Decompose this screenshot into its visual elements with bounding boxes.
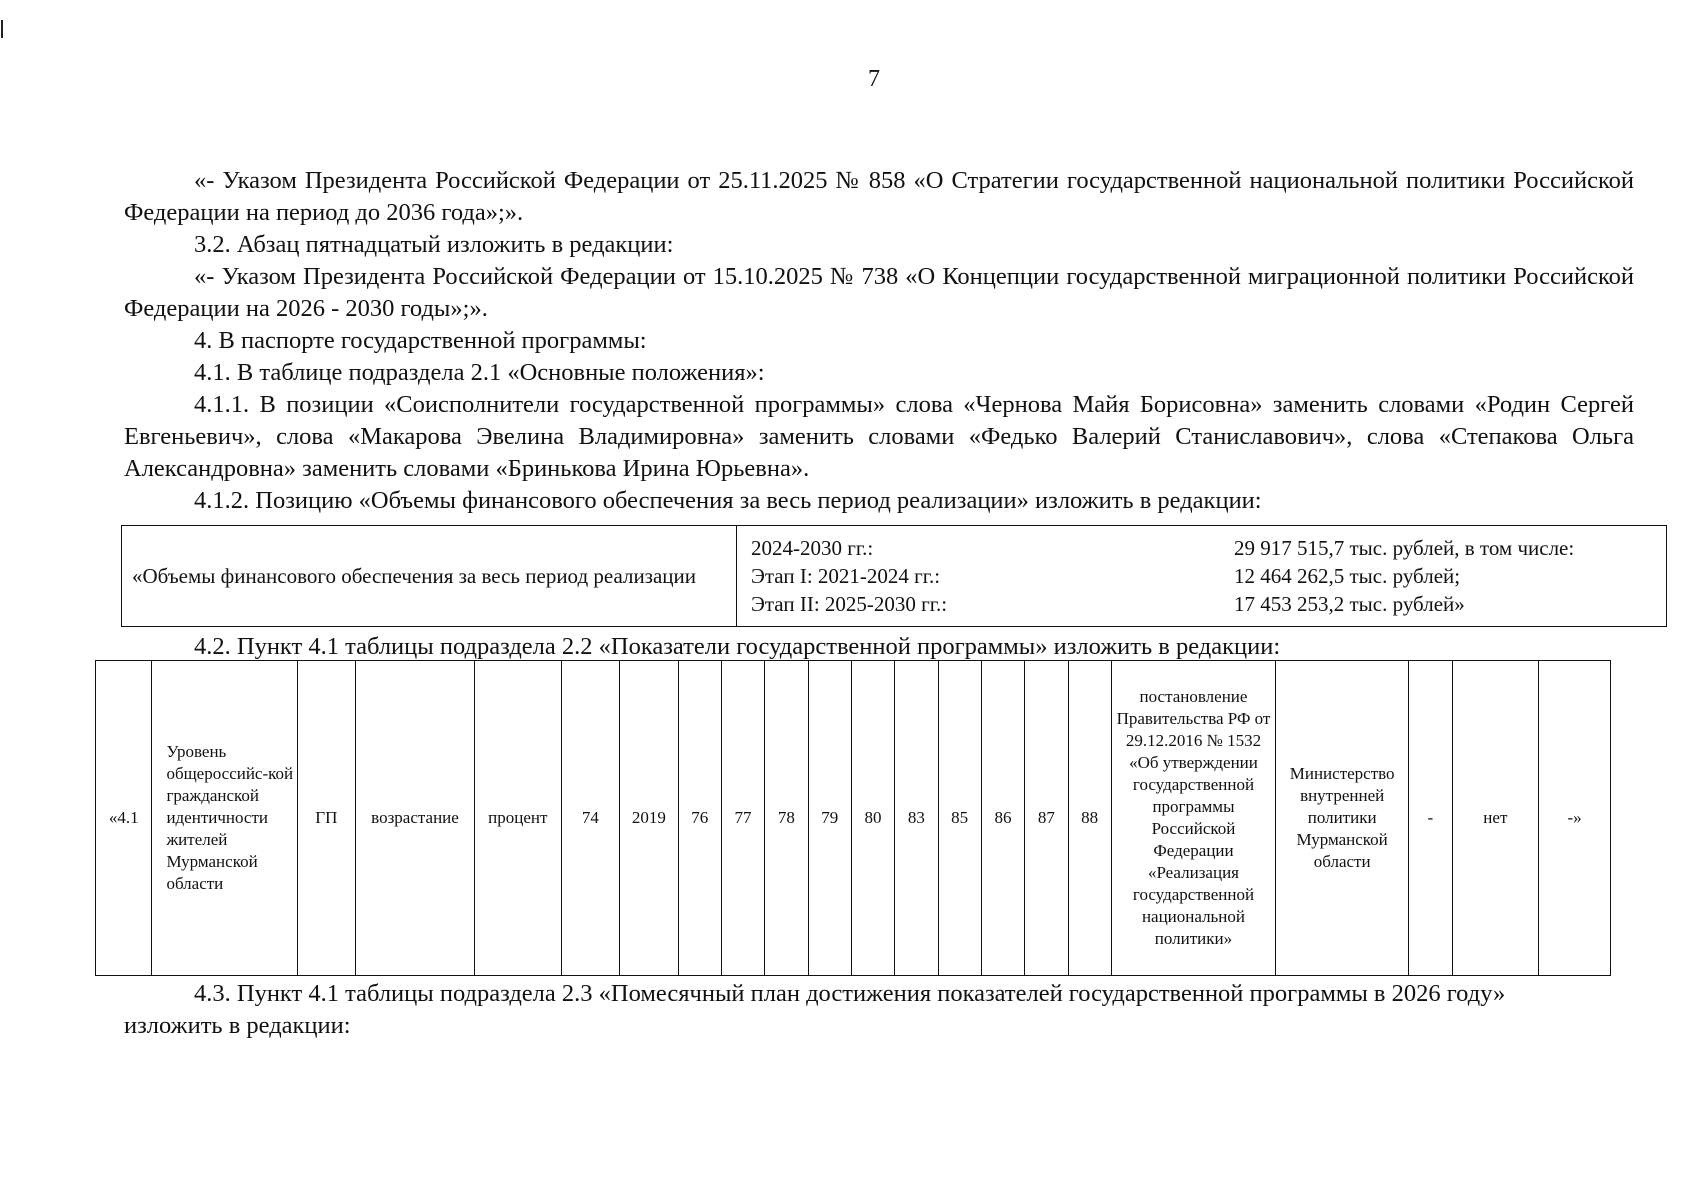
indicator-level: ГП bbox=[297, 661, 355, 976]
indicator-responsible: Министерство внутренней политики Мурманской области bbox=[1276, 661, 1409, 976]
finance-table bbox=[121, 525, 1667, 627]
finance-row bbox=[751, 590, 1652, 618]
body-text bbox=[124, 165, 1634, 517]
paragraph-decree-858: «- Указом Президента Российской Федерации от 25.11.2025 № 858 «О Стратегии государственной национальной политики Российской Федерации на период до 2036 года»;». bbox=[124, 167, 1634, 226]
indicator-value: 77 bbox=[721, 661, 764, 976]
indicator-value: 76 bbox=[678, 661, 721, 976]
indicator-value: 79 bbox=[808, 661, 851, 976]
paragraph-4-1-1: 4.1.1. В позиции «Соисполнители государственной программы» слова «Чернова Майя Борисовна» заменить словами «Родин Сергей Евгеньевич», слова «Макарова Эвелина Владимировна» заменить словами «Федько Валерий Станиславович», слова «Степакова Ольга Александровна» заменить словами «Бринькова Ирина Юрьевна». bbox=[124, 391, 1634, 482]
finance-amount: 29 917 515,7 тыс. рублей, в том числе: bbox=[1234, 536, 1575, 560]
paragraph-3-2: 3.2. Абзац пятнадцатый изложить в редакции: bbox=[194, 231, 674, 258]
finance-period: 2024-2030 гг.: bbox=[751, 536, 874, 560]
paragraph-4: 4. В паспорте государственной программы: bbox=[194, 327, 647, 354]
indicator-row bbox=[96, 661, 1611, 976]
finance-amount: 17 453 253,2 тыс. рублей» bbox=[1234, 592, 1465, 616]
indicator-unit: процент bbox=[474, 661, 561, 976]
paragraph-4-3: 4.3. Пункт 4.1 таблицы подраздела 2.3 «Помесячный план достижения показателей государственной программы в 2026 году» изложить в редакции: bbox=[124, 980, 1506, 1039]
indicator-info-system: нет bbox=[1452, 661, 1539, 976]
finance-amount: 12 464 262,5 тыс. рублей; bbox=[1234, 564, 1461, 588]
page-number: 7 bbox=[868, 66, 880, 92]
indicator-value: 78 bbox=[765, 661, 808, 976]
finance-period: Этап I: 2021-2024 гг.: bbox=[751, 564, 941, 588]
indicator-value: 87 bbox=[1025, 661, 1068, 976]
indicator-link: - bbox=[1409, 661, 1452, 976]
indicator-table bbox=[95, 660, 1611, 976]
paragraph-decree-738: «- Указом Президента Российской Федерации от 15.10.2025 № 738 «О Концепции государственной миграционной политики Российской Федерации на 2026 - 2030 годы»;». bbox=[124, 263, 1634, 322]
finance-label-cell: «Объемы финансового обеспечения за весь период реализации bbox=[122, 526, 737, 627]
indicator-base-year: 2019 bbox=[620, 661, 678, 976]
finance-values-cell bbox=[737, 526, 1667, 627]
indicator-name: Уровень общероссийс-кой гражданской идентичности жителей Мурманской области bbox=[152, 661, 297, 976]
paragraph-4-1: 4.1. В таблице подраздела 2.1 «Основные положения»: bbox=[194, 359, 765, 386]
indicator-value: 80 bbox=[851, 661, 894, 976]
indicator-trend: возрастание bbox=[356, 661, 475, 976]
indicator-document: постановление Правительства РФ от 29.12.2016 № 1532 «Об утверждении государственной программы Российской Федерации «Реализация государственной национальной политики» bbox=[1111, 661, 1275, 976]
indicator-closing: -» bbox=[1539, 661, 1611, 976]
paragraph-4-1-2: 4.1.2. Позицию «Объемы финансового обеспечения за весь период реализации» изложить в редакции: bbox=[194, 487, 1262, 514]
finance-row bbox=[751, 534, 1652, 562]
paragraph-4-3-block bbox=[124, 978, 1594, 1042]
indicator-value: 88 bbox=[1068, 661, 1111, 976]
indicator-value: 85 bbox=[938, 661, 981, 976]
finance-period: Этап II: 2025-2030 гг.: bbox=[751, 592, 948, 616]
indicator-base-value: 74 bbox=[561, 661, 619, 976]
indicator-number: «4.1 bbox=[96, 661, 152, 976]
paragraph-4-2: 4.2. Пункт 4.1 таблицы подраздела 2.2 «Показатели государственной программы» изложить в редакции: bbox=[194, 633, 1281, 660]
indicator-value: 83 bbox=[895, 661, 938, 976]
indicator-value: 86 bbox=[981, 661, 1024, 976]
scan-artifact bbox=[1, 20, 3, 38]
finance-row bbox=[751, 562, 1652, 590]
